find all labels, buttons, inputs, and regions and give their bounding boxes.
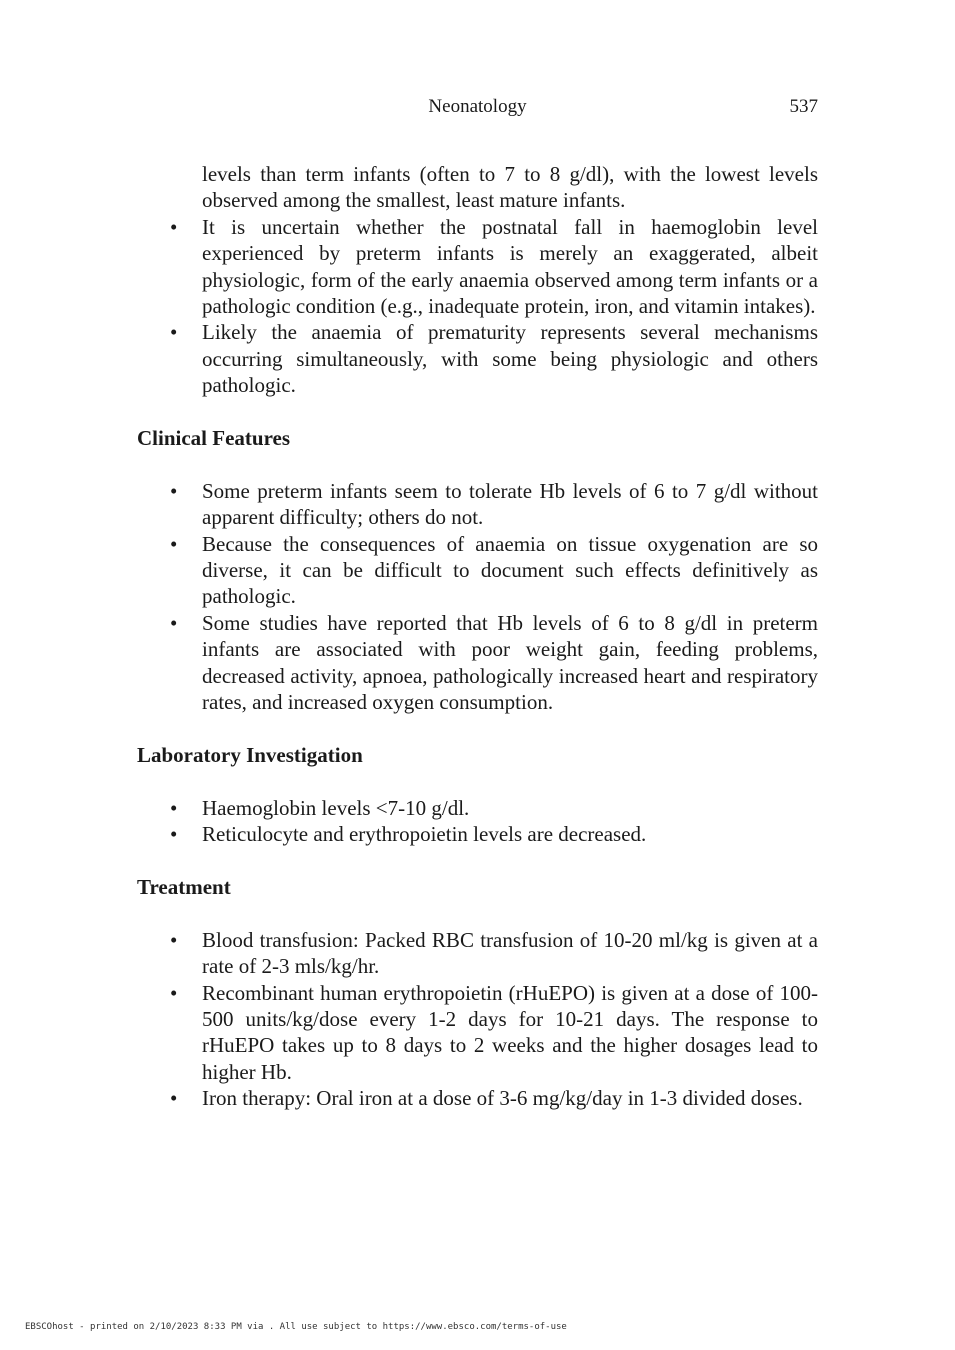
page-number: 537 bbox=[789, 96, 818, 117]
section-heading-laboratory-investigation: Laboratory Investigation bbox=[137, 742, 363, 767]
list-item-text: Reticulocyte and erythropoietin levels are decreased. bbox=[202, 822, 647, 847]
list-item bbox=[137, 1085, 818, 1111]
list-item bbox=[137, 821, 818, 847]
treatment-list bbox=[137, 927, 818, 1112]
list-item bbox=[137, 319, 818, 398]
bullet-icon: • bbox=[170, 822, 178, 847]
list-item bbox=[137, 214, 818, 320]
list-item bbox=[137, 610, 818, 716]
clinical-features-list bbox=[137, 478, 818, 716]
bullet-icon: • bbox=[170, 980, 178, 1005]
bullet-icon: • bbox=[170, 320, 178, 345]
list-item-text: Iron therapy: Oral iron at a dose of 3-6 mg/kg/day in 1-3 divided doses. bbox=[202, 1086, 803, 1111]
running-head-title: Neonatology bbox=[428, 96, 527, 117]
list-item-text: Some preterm infants seem to tolerate Hb levels of 6 to 7 g/dl without apparent difficulty; others do not. bbox=[202, 478, 818, 530]
list-item-text: Because the consequences of anaemia on tissue oxygenation are so diverse, it can be difficult to document such effects definitively as pathologic. bbox=[202, 531, 818, 609]
list-item-text: Likely the anaemia of prematurity represents several mechanisms occurring simultaneously, with some being physiologic and others pathologic. bbox=[202, 320, 818, 398]
bullet-icon: • bbox=[170, 531, 178, 556]
print-footer: EBSCOhost - printed on 2/10/2023 8:33 PM via . All use subject to https://www.ebsco.com/terms-of-use bbox=[25, 1322, 567, 1332]
list-item bbox=[137, 927, 818, 980]
list-item bbox=[137, 980, 818, 1086]
bullet-icon: • bbox=[170, 610, 178, 635]
list-item-text: It is uncertain whether the postnatal fall in haemoglobin level experienced by preterm infants is merely an exaggerated, albeit physiologic, form of the early anaemia observed among term infants or a pathologic condition (e.g., inadequate protein, iron, and vitamin intakes). bbox=[202, 214, 818, 319]
bullet-icon: • bbox=[170, 214, 178, 239]
list-item-text: Haemoglobin levels <7-10 g/dl. bbox=[202, 795, 470, 820]
intro-bullet-list bbox=[137, 214, 818, 399]
page-body bbox=[137, 161, 818, 1112]
laboratory-investigation-list bbox=[137, 795, 818, 848]
bullet-icon: • bbox=[170, 927, 178, 952]
bullet-icon: • bbox=[170, 1086, 178, 1111]
list-item-text: Blood transfusion: Packed RBC transfusion of 10-20 ml/kg is given at a rate of 2-3 mls/kg/hr. bbox=[202, 927, 818, 979]
continued-paragraph: levels than term infants (often to 7 to 8 g/dl), with the lowest levels observed among the smallest, least mature infants. bbox=[202, 162, 818, 213]
section-heading-treatment: Treatment bbox=[137, 874, 231, 899]
bullet-icon: • bbox=[170, 795, 178, 820]
running-header bbox=[0, 96, 955, 122]
bullet-icon: • bbox=[170, 478, 178, 503]
list-item-text: Some studies have reported that Hb levels of 6 to 8 g/dl in preterm infants are associated with poor weight gain, feeding problems, decreased activity, apnoea, pathologically increased heart and respiratory rates, and increased oxygen consumption. bbox=[202, 610, 818, 715]
list-item-text: Recombinant human erythropoietin (rHuEPO) is given at a dose of 100-500 units/kg/dose every 1-2 days for 10-21 days. The response to rHuEPO takes up to 8 days to 2 weeks and the higher dosages lead to higher Hb. bbox=[202, 980, 818, 1084]
list-item bbox=[137, 795, 818, 821]
list-item bbox=[137, 478, 818, 531]
section-heading-clinical-features: Clinical Features bbox=[137, 426, 291, 451]
list-item bbox=[137, 531, 818, 610]
